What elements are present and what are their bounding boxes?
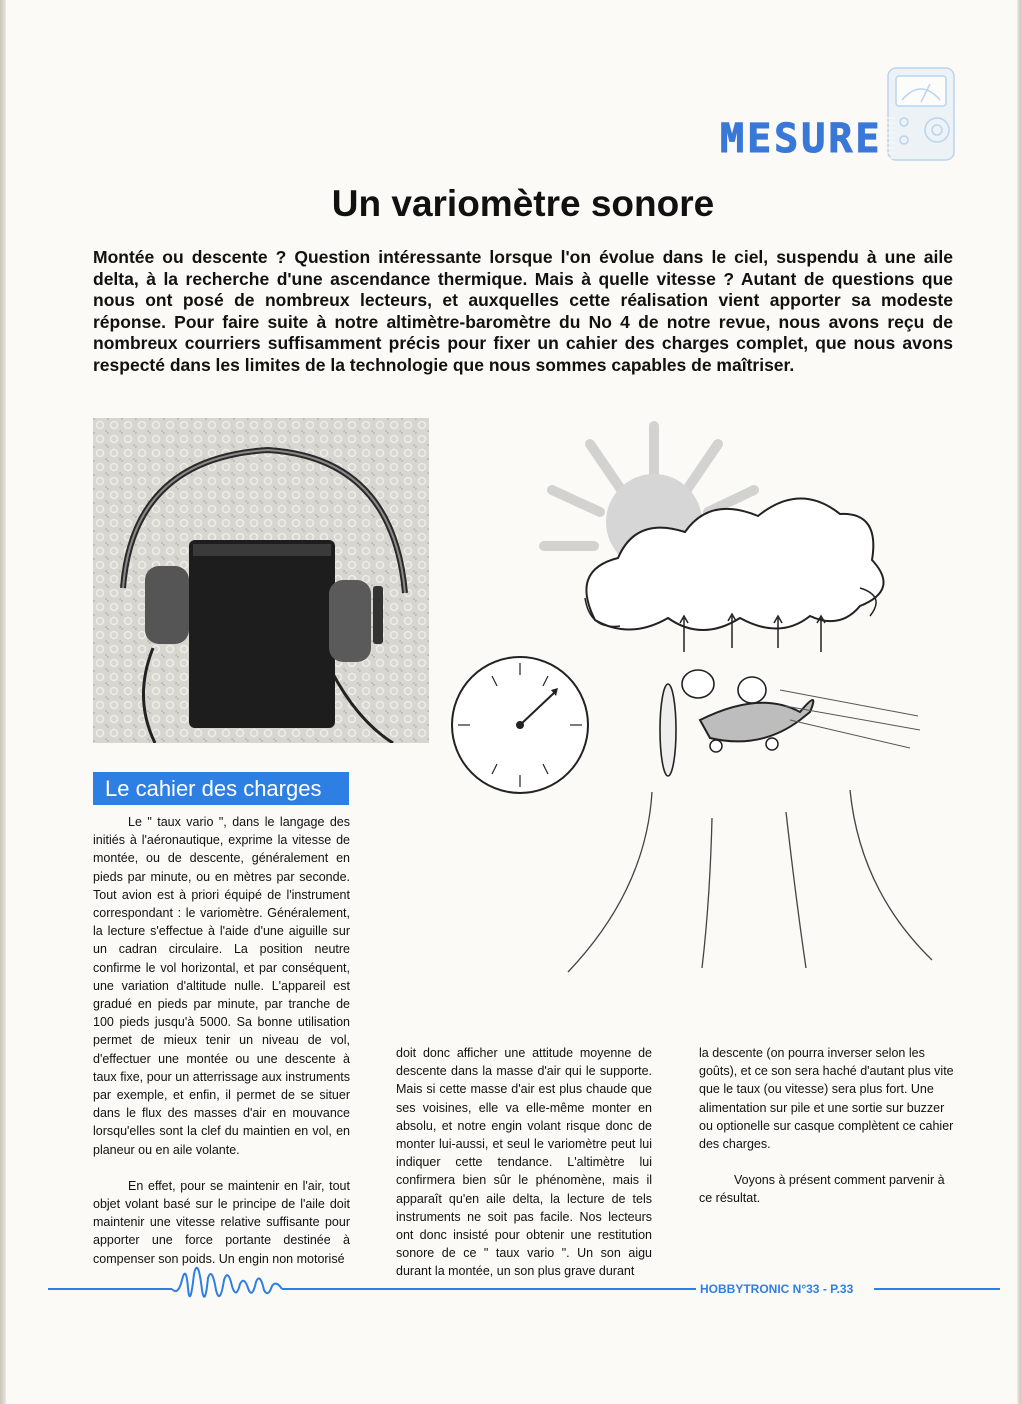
sun-cloud-gauge-airplane-illustration — [440, 420, 960, 980]
paragraph: doit donc afficher une attitude moyenne de descente dans la masse d'air qui le supporte. Mais si cette masse d'air est plus chaude que ses voisines, elle va elle-même monter en absolu, et notre engin volant risque donc de monter lui-aussi, et seul le variomètre peut lui indiquer cette tendance. L'altimètre lui confirmera bien sûr le phénomène, mais il apparaît qu'en aile delta, la lecture de tels instruments ne soit pas facile. Nos lecteurs ont donc insisté pour obtenir une restitution sonore de ce " taux vario ". Un son aigu durant la montée, un son plus grave durant — [396, 1046, 652, 1279]
signal-wave-icon — [0, 1260, 1021, 1320]
page-title: Un variomètre sonore — [331, 183, 715, 224]
paragraph: la descente (on pourra inverser selon les goûts), et ce son sera haché d'autant plus vite que le taux (ou vitesse) sera plus fort. Une alimentation sur pile et une sortie sur buzzer ou optionelle sur casque complètent ce cahier des charges. — [699, 1046, 954, 1152]
text-column-2 — [396, 1044, 652, 1281]
intro-paragraph: Montée ou descente ? Question intéressante lorsque l'on évolue dans le ciel, suspendu à une aile delta, à la recherche d'une ascendance thermique. Mais à quelle vitesse ? Autant de questions que nous ont posé de nombreux lecteurs, et auxquelles cette réalisation vient apporter sa modeste réponse. Pour faire suite à notre altimètre-baromètre du No 4 de notre revue, nous avons reçu de nombreux courriers suffisamment précis pour fixer un cahier des charges complet, que nous avons respecté dans les limites de la technologie que nous sommes capables de maîtriser. — [93, 247, 953, 375]
paragraph: Le " taux vario ", dans le langage des initiés à l'aéronautique, exprime la vitesse de montée, ou de descente, généralement en pieds par minute, ou en mètres par seconde. Tout avion est à priori équipé de l'instrument correspondant : le variomètre. Généralement, la lecture s'effectue à l'aide d'une aiguille sur un cadran circulaire. La position neutre confirme le vol horizontal, et par conséquent, une variation d'altitude nulle. L'appareil est gradué en pieds par minute, par tranche de 100 pieds jusqu'à 5000. Sa bonne utilisation permet de mieux tenir un niveau de vol, d'effectuer une montée ou une descente à taux fixe, pour un atterrissage aux instruments par exemple, et enfin, il permet de se situer dans le flux des masses d'air en mouvance lorsqu'elles sont la clef du maintien en vol, en planeur ou en aile volante. — [93, 815, 350, 1157]
headphones-with-box-photo — [93, 418, 429, 743]
text-column-1 — [93, 813, 350, 1268]
text-column-3 — [699, 1044, 955, 1208]
footer-label: HOBBYTRONIC N°33 - P.33 — [700, 1282, 854, 1296]
section-word: MESURE — [720, 114, 895, 164]
paragraph: En effet, pour se maintenir en l'air, tout objet volant basé sur le principe de l'aile doit maintenir une vitesse relative suffisante pour apporter une force portante destinée à compenser son poids. Un engin non motorisé — [93, 1178, 350, 1266]
paragraph: Voyons à présent comment parvenir à ce résultat. — [699, 1173, 945, 1206]
section-heading: Le cahier des charges — [93, 772, 349, 805]
